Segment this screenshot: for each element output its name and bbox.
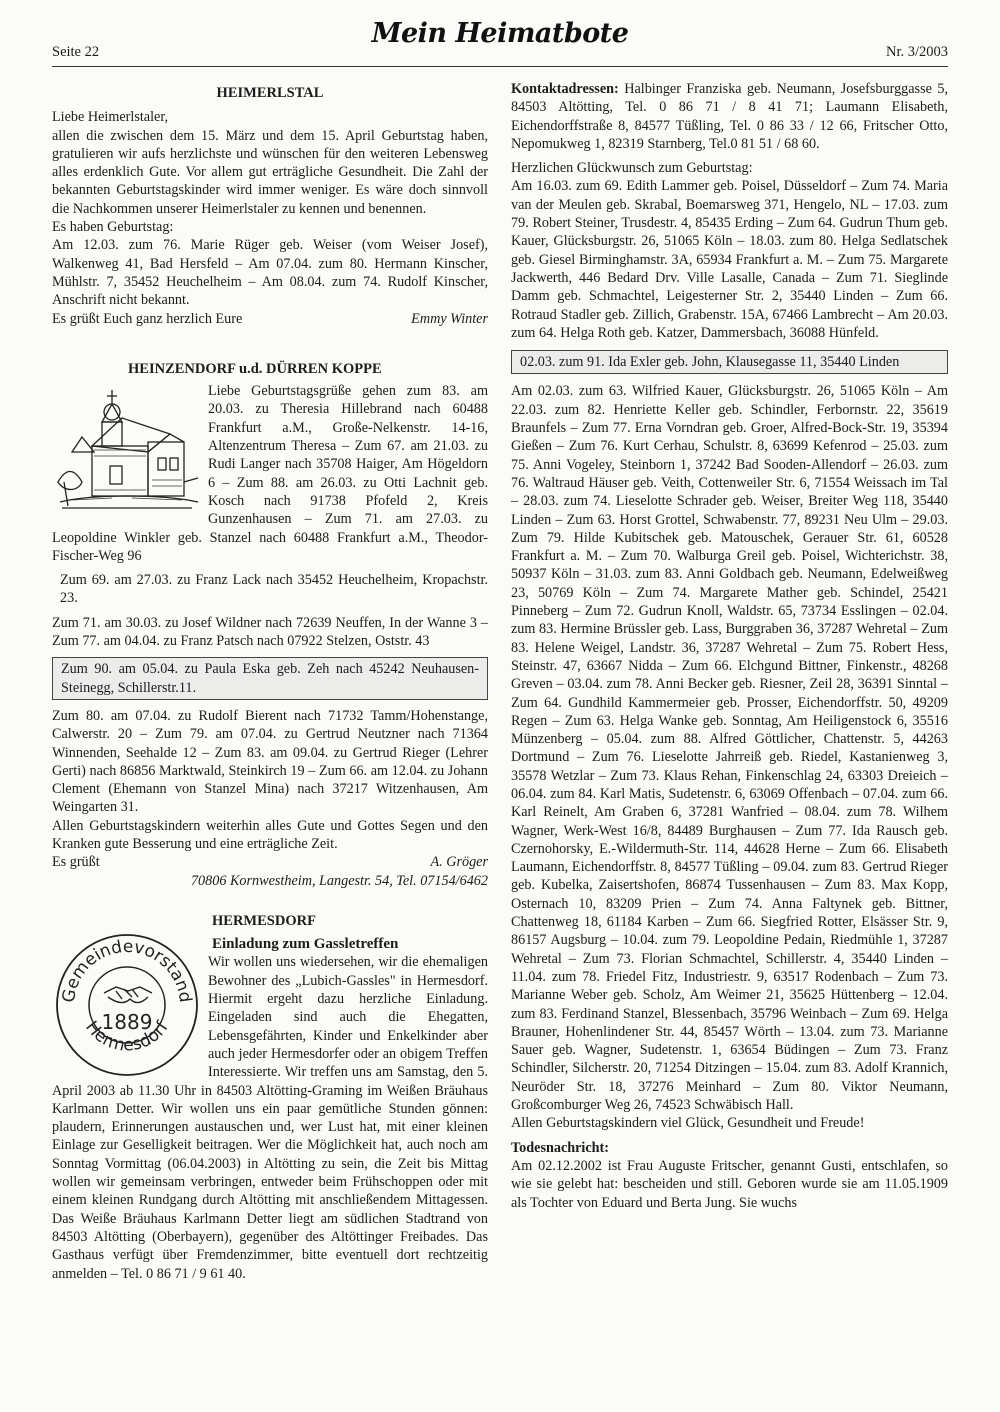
seal-gemeindevorstand [52, 927, 202, 1077]
heinzendorf-signoff [52, 853, 488, 871]
birthday-list-1: Am 16.03. zum 69. Edith Lammer geb. Poisel, Düsseldorf – Zum 74. Maria van der Meulen geb. Skrabal, Boemarsweg 371, Hengelo, NL – 17.03. zum 79. Robert Steiner, Trusdestr. 4, 85435 Erding – Zum 64. Gudrun Thum geb. Kauer, Glücksburgstr. 26, 51065 Köln – 18.03. zum 80. Helga Sedlatschek geb. Giesel Birminghamstr. 3A, 65934 Frankfurt a. M. – Zum 75. Margarete Jackwerth, 446 Bedard Drv. Ville Lasalle, Canada – Zum 71. Sieglinde Damm geb. Schmachtel, Leigesterner Str. 2, 35440 Linden – Zum 66. Rotraud Stadler geb. Zillich, Grabenstr. 15A, 67466 Lambrecht – Am 20.03. zum 64. Helga Roth geb. Katzer, Dammersbach, 36088 Hünfeld. [511, 178, 948, 341]
section-title-hermesdorf: HERMESDORF [212, 912, 316, 929]
heimerlstal-body: allen die zwischen dem 15. März und dem 15. April Geburtstag haben, gratulieren wir aufs herzlichste und wünschen für den weiteren Lebensweg alles erdenklich Gute. Vor allem gut erträgliche Gesundheit. Die Zahl der bekannten Geburtstagskinder wird immer weniger. Es wäre doch sinnvoll die Nachkommen unserer Heimerlstaler zu kennen und benennen. [52, 127, 488, 217]
masthead-logo: Mein Heimatbote [371, 18, 629, 49]
svg-text:Hermesdorf: Hermesdorf [81, 1017, 173, 1057]
hermesdorf-subtitle: Einladung zum Gassletreffen [212, 936, 399, 953]
signature: A. Gröger [430, 854, 488, 871]
right-column [511, 80, 948, 1212]
heinzendorf-para4: Zum 80. am 07.04. zu Rudolf Bierent nach 71732 Tamm/Hohenstange, Calwerstr. 20 – Zum 79. am 07.04. zu Gertrud Neutzner nach 71364 Winnenden, Seehalde 12 – Zum 83. am 09.04. zu Gertrud Rieger (Lehrer Gerti) nach 86856 Marktwald, Steinkirch 19 – Zum 66. am 12.04. zu Johann Clement (Ehemann von Stanzel Mina) nach 37217 Witzenhausen, Am Weingarten 31. [52, 707, 488, 816]
wishes-end: Allen Geburtstagskindern viel Glück, Gesundheit und Freude! [511, 1115, 865, 1132]
highlight-box-paula-eska: Zum 90. am 05.04. zu Paula Eska geb. Zeh nach 45242 Neuhausen-Steinegg, Schillerstr.11. [52, 657, 488, 700]
contact-addresses [511, 80, 948, 153]
heinzendorf-para1: Liebe Geburtstagsgrüße gehen zum 83. am 20.03. zu Theresia Hillebrand nach 60488 Frankfurt a.M., Große-Nelkenstr. 14-16, Altenzentrum Theresa – Zum 67. am 21.03. zu Rudi Langer nach 35708 Haiger, Am Högeldorn 6 – Zum 88. am 26.03. zu Otti Lachnit geb. Kosch nach 91738 Pfofeld 2, Kreis Gunzenhausen – Zum 71. am 27.03. zu Leopoldine Winkler geb. Stanzel nach 60488 Frankfurt a.M., Theodor-Fischer-Weg 96 [52, 383, 488, 564]
page-number: Seite 22 [52, 44, 100, 60]
wishes-intro: Herzlichen Glückwunsch zum Geburtstag: [511, 160, 753, 177]
heinzendorf-para3: Zum 71. am 30.03. zu Josef Wildner nach 72639 Neuffen, In der Wanne 3 – Zum 77. am 04.04. zu Franz Patsch nach 07922 Stelzen, Oststr. 43 [52, 614, 488, 650]
heimerlstal-list: Am 12.03. zum 76. Marie Rüger geb. Weiser (vom Weiser Josef), Walkenweg 41, Bad Hersfeld – Am 07.04. zum 80. Hermann Kinscher, Mühlstr. 7, 35452 Heuchelheim – Am 08.04. zum 74. Rudolf Kinscher, Anschrift nicht bekannt. [52, 237, 488, 309]
birthday-list-2: Am 02.03. zum 63. Wilfried Kauer, Glücksburgstr. 26, 51065 Köln – Am 22.03. zum 82. Henriette Keller geb. Schindler, Ferbornstr. 22, 35619 Braunfels – Zum 77. Erna Vorndran geb. Groer, Alfred-Bock-Str. 19, 35394 Gießen – Zum 76. Kurt Cerhau, Schulstr. 8, 63699 Kefenrod – 25.03. zum 75. Anni Vogeley, Steinborn 1, 37242 Bad Sooden-Allendorf – 26.03. zum 76. Waltraud Häuser geb. Veith, Cottenweiler Str. 6, 71554 Weissach im Tal – 28.03. zum 74. Lieselotte Schrader geb. Weiser, Breiter Weg 118, 35440 Linden – Zum 63. Horst Grottel, Schwabenstr. 77, 89231 Neu Ulm – 29.03. Zum 79. Hilde Kubitschek geb. Matouschek, Gerauer Str. 61, 60528 Frankfurt a. M. – Zum 70. Walburga Greil geb. Poisel, Wichterichstr. 38, 50937 Köln – 31.03. zum 83. Anni Goldbach geb. Neumann, Edelweißweg 23, 50769 Köln – Zum 74. Margarete Mather geb. Schindel, 25421 Pinneberg – Zum 72. Gudrun Knoll, Waldstr. 65, 73734 Esslingen – 02.04. zum 83. Hermine Brüssler geb. Lass, Burggraben 36, 37287 Wehretal – Zum 83. Helene Weigel, Landstr. 36, 37287 Wehretal – Zum 75. Robert Hess, Steinstr. 47, 63667 Nidda – Zum 66. Elchgund Bittner, Finkenstr., 48268 Greven – 03.04. zum 78. Anni Becker geb. Riesner, Zeil 28, 36391 Sinntal – Zum 64. Gundhild Kammermeier geb. Prosser, Eichendorffstr. 50, 49209 Regen – Zum 63. Helga Wanke geb. Sonntag, Am Heiligenstock 6, 35516 Münzenberg – 05.04. zum 88. Alfred Göttlicher, Chattenstr. 5, 44263 Dortmund – Zum 76. Lieselotte Jahrreiß geb. Riedel, Kastanienweg 3, 35578 Wetzlar – Zum 73. Klaus Rehan, Finkenschlag 24, 63303 Dreieich – 06.04. zum 84. Karl Matis, Sudetenstr. 6, 63069 Offenbach – 07.04. zum 66. Karl Reinelt, Am Graben 6, 37281 Wanfried – 08.04. zum 78. Wilhem Wagner, Werk-West 16/8, 84489 Burghausen – Zum 77. Ida Rausch geb. Czernohorsky, E.-Wildermuth-Str. 114, 44628 Herne – Zum 66. Elisabeth Laumann, Eichendorffstr. 8, 84577 Tüßling – 09.04. zum 83. Gertrud Rieger geb. Kubelka, Zaisertshofen, 86874 Tussenhausen – Zum 83. Max Kopp, Osternach 10, 83209 Prien – Zum 74. Anna Faltynek geb. Bittner, Chattenweg 18, 61184 Karben – Zum 66. Siegfried Rotter, Elsässer Str. 9, 86157 Augsburg – 10.04. zum 79. Leopoldine Pedain, Riedmühle 1, 37287 Wehretal – Zum 73. Florian Schmachtel, Schillerstr. 4, 35440 Linden – 11.04. zum 78. Friedel Fitz, Industriestr. 9, 63517 Rodenbach – Zum 73. Marianne Weber geb. Scholz, Am Weimer 21, 35625 Hüttenberg – 12.04. zum 83. Ferdinand Stanzel, Blessenbach, 35796 Weinbach – Zum 69. Helga Brauner, Hohenlindener Str. 44, 85457 Wörth – 13.04. zum 73. Marianne Sauer geb. Wagner, Sudetenstr. 1, 63654 Büdingen – Zum 73. Franz Schindler, Silcherstr. 20, 71254 Ditzingen – 15.04. zum 83. Adolf Krannich, Neuröder Str. 18, 37276 Meinhard – Zum 80. Viktor Neumann, Großcomburger Weg 26, 74523 Schwäbisch Hall. [511, 383, 948, 1114]
heinzendorf-para5: Allen Geburtstagskindern weiterhin alles Gute und Gottes Segen und den Kranken gute Besserung und eine erträgliche Zeit. [52, 817, 488, 852]
section-title-heinzendorf: HEINZENDORF u.d. DÜRREN KOPPE [128, 360, 382, 377]
closing-text: Es grüßt [52, 854, 100, 871]
heinzendorf-para2: Zum 69. am 27.03. zu Franz Lack nach 35452 Heuchelheim, Kropachstr. 23. [60, 572, 488, 607]
greeting: Liebe Heimerlstaler, [52, 109, 169, 126]
obituary-text: Am 02.12.2002 ist Frau Auguste Fritscher, genannt Gusti, entschlafen, so wie sie gelebt hat: bescheiden und still. Geboren wurde sie am 11.05.1909 als Tochter von Eduard und Berta Jung. Sie wuchs [511, 1157, 948, 1211]
heimerlstal-intro: Es haben Geburtstag: [52, 219, 174, 236]
church-illustration [52, 382, 202, 518]
left-column [52, 80, 488, 1283]
highlight-box-ida-exler: 02.03. zum 91. Ida Exler geb. John, Klausegasse 11, 35440 Linden [511, 350, 948, 374]
hermesdorf-body: Wir wollen uns wiedersehen, wir die ehemaligen Bewohner des „Lubich-Gassles" in Hermesdorf. Hiermit ergeht dazu herzliche Einladung. Eingeladen sind auch die Ehegatten, Lebensgefährten, Kinder und Enkelkinder aber auch jeder Hermesdorfer oder an obigem Treffen Interessierte. Wir treffen uns am Samstag, den 5. April 2003 ab 11.30 Uhr in 84503 Altötting-Graming im Weißen Bräuhaus Karlmann Detter. Wir wollen uns ein paar gemütliche Stunden gönnen: plaudern, Erinnerungen austauschen und, wer Lust hat, mit einer kleinen Einlage zur Geselligkeit beitragen. Wer die Möglichkeit hat, auch noch am Sonntag Vormittag (06.04.2003) in Altötting zu sein, die Zeit bis Mittag wollen wir gemeinsam verbringen, entweder beim Frühschoppen oder mit einem kleinen Rundgang durch Altötting mit anschließendem Mittagessen. Das Weiße Bräuhaus Karlmann Detter liegt am südlichen Stadtrand von 84503 Altötting (Oberbayern), gegenüber des Altöttinger Freibades. Das Gasthaus verfügt über Fremdenzimmer, bitte eventuell dort rechtzeitig anmelden – Tel. 0 86 71 / 9 61 40. [52, 954, 488, 1282]
closing-text: Es grüßt Euch ganz herzlich Eure [52, 310, 243, 327]
author-address: 70806 Kornwestheim, Langestr. 54, Tel. 07154/6462 [190, 872, 488, 889]
svg-text:Gemeindevorstand: Gemeindevorstand [58, 937, 196, 1005]
contact-label: Kontaktadressen: [511, 81, 619, 97]
signature: Emmy Winter [411, 310, 488, 327]
contact-text: Halbinger Franziska geb. Neumann, Josefsburggasse 5, 84503 Altötting, Tel. 0 86 71 / 8 41 71; Laumann Elisabeth, Eichendorffstraße 8, 84577 Tüßling, Tel. 0 86 33 / 12 66, Fritscher Otto, Nepomukweg 1, 82319 Starnberg, Tel.0 81 51 / 68 60. [511, 81, 949, 152]
obituary-label: Todesnachricht: [511, 1139, 610, 1156]
heimerlstal-signoff [52, 310, 488, 328]
page-header [52, 18, 948, 67]
issue-number: Nr. 3/2003 [885, 44, 948, 60]
svg-text:1889: 1889 [101, 1010, 153, 1035]
section-title-heimerlstal: HEIMERLSTAL [216, 85, 324, 101]
